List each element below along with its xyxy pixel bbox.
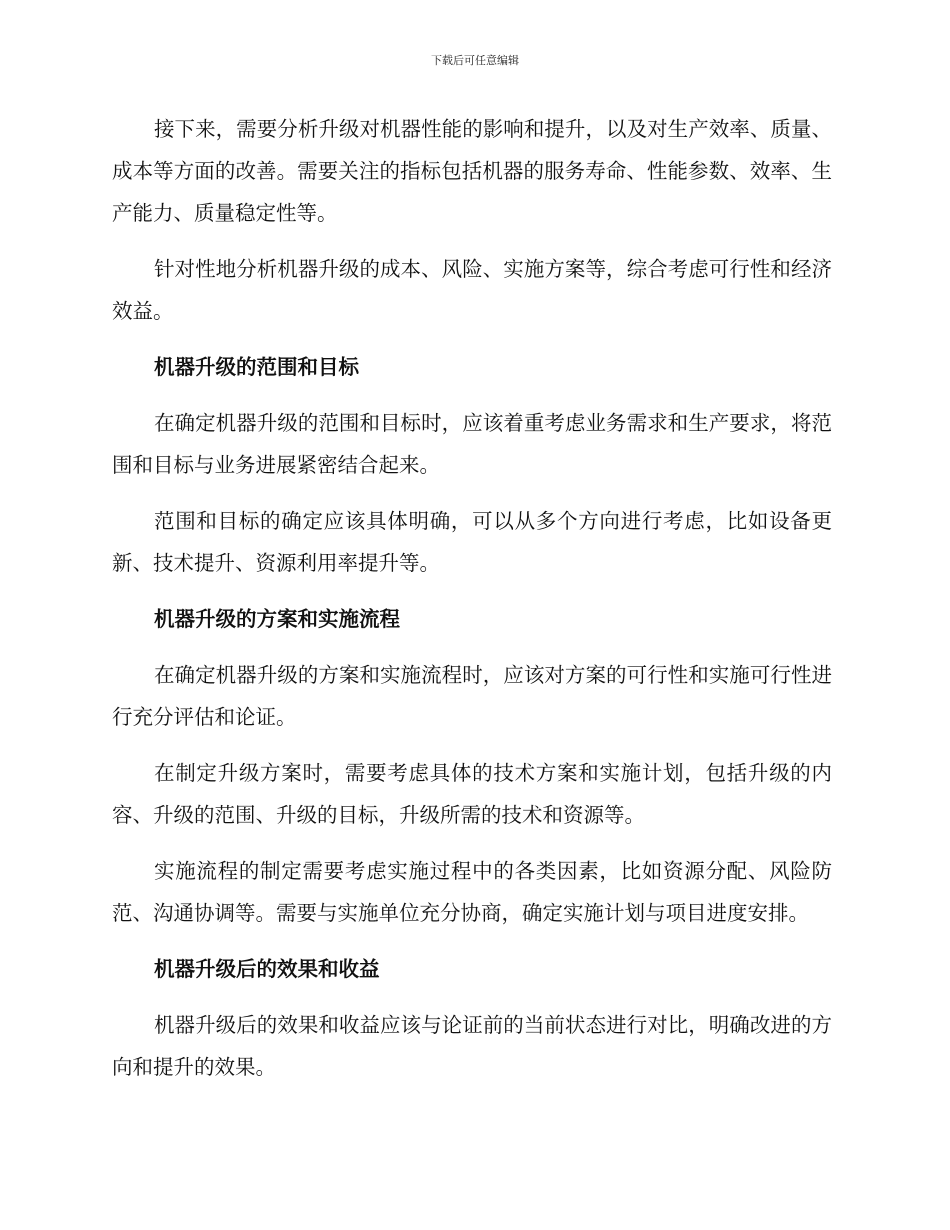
paragraph: 范围和目标的确定应该具体明确，可以从多个方向进行考虑，比如设备更新、技术提升、资源利用率提升等。 — [112, 509, 832, 575]
section-heading: 机器升级的方案和实施流程 — [154, 607, 400, 631]
paragraph: 接下来，需要分析升级对机器性能的影响和提升，以及对生产效率、质量、成本等方面的改善。需要关注的指标包括机器的服务寿命、性能参数、效率、生产能力、质量稳定性等。 — [112, 117, 832, 225]
paragraph: 在制定升级方案时，需要考虑具体的技术方案和实施计划，包括升级的内容、升级的范围、升级的目标，升级所需的技术和资源等。 — [112, 761, 832, 827]
paragraph: 在确定机器升级的范围和目标时，应该着重考虑业务需求和生产要求，将范围和目标与业务进展紧密结合起来。 — [112, 411, 832, 477]
document-body — [112, 108, 832, 1102]
paragraph: 在确定机器升级的方案和实施流程时，应该对方案的可行性和实施可行性进行充分评估和论证。 — [112, 663, 832, 729]
paragraph: 实施流程的制定需要考虑实施过程中的各类因素，比如资源分配、风险防范、沟通协调等。需要与实施单位充分协商，确定实施计划与项目进度安排。 — [112, 859, 832, 925]
paragraph: 针对性地分析机器升级的成本、风险、实施方案等，综合考虑可行性和经济效益。 — [112, 257, 832, 323]
paragraph: 机器升级后的效果和收益应该与论证前的当前状态进行对比，明确改进的方向和提升的效果。 — [112, 1013, 832, 1079]
section-heading: 机器升级的范围和目标 — [154, 355, 359, 379]
section-heading: 机器升级后的效果和收益 — [154, 957, 380, 981]
page-header: 下载后可任意编辑 — [431, 54, 519, 67]
